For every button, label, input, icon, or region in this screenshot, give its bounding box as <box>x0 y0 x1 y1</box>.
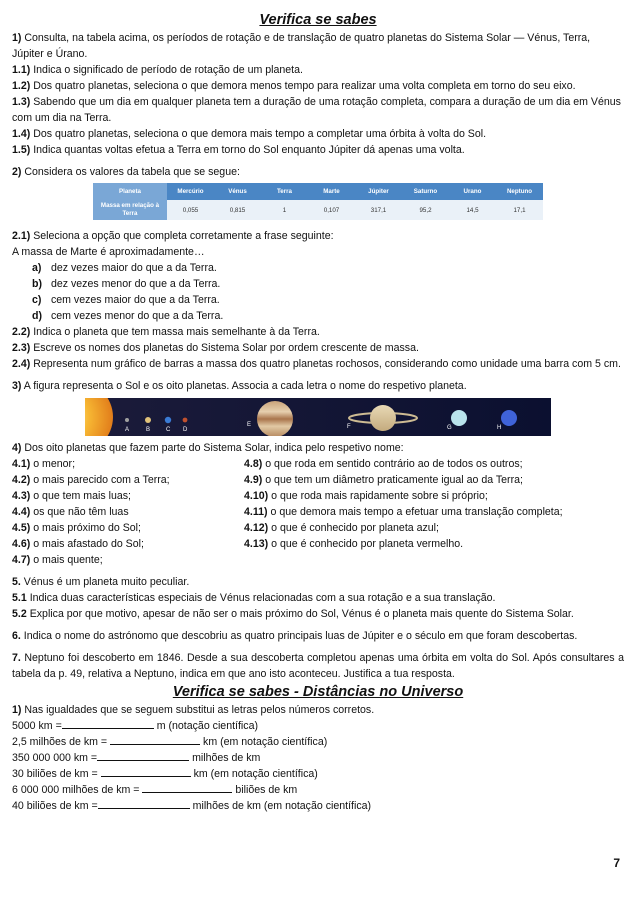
question-number: 1) <box>12 32 22 44</box>
table-header-cell: Neptuno <box>496 183 543 200</box>
item-text: Indica quantas voltas efetua a Terra em torno do Sol enquanto Júpiter dá apenas uma volta. <box>33 144 465 156</box>
equality-right: milhões de km (em notação científica) <box>192 800 372 812</box>
question-number: 2) <box>12 166 22 178</box>
item-text: o que é conhecido por planeta azul; <box>271 522 439 534</box>
option-text: dez vezes menor do que a da Terra. <box>50 278 221 290</box>
table-header-row <box>93 183 543 200</box>
item-number: 2.1) <box>12 230 31 242</box>
planet-c-shape <box>165 417 171 423</box>
table-header-cell: Planeta <box>93 183 167 200</box>
item-number: 2.3) <box>12 342 31 354</box>
item-text: o mais próximo do Sol; <box>33 522 141 534</box>
table-header-cell: Urano <box>449 183 496 200</box>
question-number: 1) <box>12 704 22 716</box>
distances-question <box>12 702 624 718</box>
question-number: 5. <box>12 576 21 588</box>
equality-left: 2,5 milhões de km = <box>12 736 108 748</box>
question-1-1 <box>12 62 624 78</box>
equality-line <box>12 766 624 782</box>
table-cell: 0,055 <box>167 200 214 220</box>
item-text: Indica o planeta que tem massa mais semelhante à da Terra. <box>33 326 320 338</box>
answer-blank[interactable] <box>62 718 154 729</box>
table-row-label: Massa em relação à Terra <box>93 200 167 220</box>
item-text: o que é conhecido por planeta vermelho. <box>271 538 464 550</box>
item-number: 1.2) <box>12 80 31 92</box>
item-number: 2.2) <box>12 326 31 338</box>
item-number: 1.1) <box>12 64 31 76</box>
item-text: Escreve os nomes dos planetas do Sistema Solar por ordem crescente de massa. <box>33 342 419 354</box>
table-row <box>93 200 543 220</box>
item-number: 4.6) <box>12 538 31 550</box>
item-number: 4.1) <box>12 458 31 470</box>
option-b <box>32 276 624 292</box>
question-6 <box>12 628 624 644</box>
item-number: 4.8) <box>244 458 263 470</box>
equality-line <box>12 750 624 766</box>
question-2-1 <box>12 228 624 244</box>
question-number: 7. <box>12 652 21 664</box>
item-text: o que tem um diâmetro praticamente igual ao da Terra; <box>265 474 523 486</box>
item-number: 4.13) <box>244 538 269 550</box>
question-4-7 <box>12 552 244 568</box>
table-header-cell: Marte <box>308 183 355 200</box>
planet-d-shape <box>183 418 188 423</box>
section-title: Verifica se sabes - Distâncias no Universo <box>172 684 464 700</box>
answer-blank[interactable] <box>97 750 189 761</box>
option-text: cem vezes menor do que a da Terra. <box>50 310 224 322</box>
page-number: 7 <box>613 856 620 870</box>
question-4-11 <box>244 504 624 520</box>
planet-label: B <box>146 427 151 433</box>
equality-line <box>12 734 624 750</box>
option-c <box>32 292 624 308</box>
space-background <box>85 398 551 436</box>
planet-a-shape <box>125 418 129 422</box>
item-text: o mais parecido com a Terra; <box>33 474 170 486</box>
table-cell: 0,107 <box>308 200 355 220</box>
answer-blank[interactable] <box>101 766 191 777</box>
equality-right: milhões de km <box>192 752 261 764</box>
item-number: 5.2 <box>12 608 27 620</box>
question-4-12 <box>244 520 624 536</box>
equality-right: biliões de km <box>235 784 298 796</box>
options-list <box>12 260 624 324</box>
item-text: Seleciona a opção que completa corretamente a frase seguinte: <box>33 230 334 242</box>
option-d <box>32 308 624 324</box>
equality-right: m (notação científica) <box>156 720 258 732</box>
option-letter: d) <box>32 310 42 322</box>
question-1 <box>12 30 624 62</box>
item-number: 4.10) <box>244 490 269 502</box>
question-text: Dos oito planetas que fazem parte do Sistema Solar, indica pelo respetivo nome: <box>24 442 404 454</box>
question-4-10 <box>244 488 624 504</box>
question-4 <box>12 440 624 456</box>
question-2-3 <box>12 340 624 356</box>
equality-left: 40 biliões de km = <box>12 800 98 812</box>
equality-left: 5000 km = <box>12 720 62 732</box>
item-text: o que roda mais rapidamente sobre si próprio; <box>271 490 488 502</box>
option-text: dez vezes maior do que a da Terra. <box>50 262 217 274</box>
item-number: 4.7) <box>12 554 31 566</box>
planet-label: F <box>347 424 351 430</box>
question-2-4 <box>12 356 624 372</box>
item-text: o menor; <box>33 458 76 470</box>
item-number: 1.3) <box>12 96 31 108</box>
question-1-2 <box>12 78 624 94</box>
option-letter: c) <box>32 294 42 306</box>
question-4-1 <box>12 456 244 472</box>
option-letter: a) <box>32 262 42 274</box>
item-text: o mais afastado do Sol; <box>33 538 144 550</box>
table-header-cell: Terra <box>261 183 308 200</box>
question-4-13 <box>244 536 624 552</box>
question-text: Nas igualdades que se seguem substitui as letras pelos números corretos. <box>24 704 375 716</box>
item-number: 4.11) <box>244 506 268 518</box>
planet-label: A <box>125 427 130 433</box>
question-4-right-column <box>244 456 624 568</box>
item-text: o que tem mais luas; <box>33 490 131 502</box>
page-title: Verifica se sabes <box>259 12 377 28</box>
item-number: 5.1 <box>12 592 27 604</box>
item-number: 4.4) <box>12 506 31 518</box>
table-header-cell: Júpiter <box>355 183 402 200</box>
planet-mass-table <box>93 183 543 220</box>
question-2 <box>12 164 624 180</box>
mass-table-wrapper <box>12 183 624 220</box>
answer-blank[interactable] <box>142 782 232 793</box>
question-3 <box>12 378 624 394</box>
answer-blank[interactable] <box>110 734 200 745</box>
item-text: Dos quatro planetas, seleciona o que demora mais tempo a completar uma órbita à volta do Sol. <box>33 128 487 140</box>
item-text: Explica por que motivo, apesar de não ser o mais próximo do Sol, Vénus é o planeta mais quente do Sistema Solar. <box>29 608 574 620</box>
item-number: 1.4) <box>12 128 31 140</box>
planet-b-shape <box>145 417 151 423</box>
equality-right: km (em notação científica) <box>193 768 318 780</box>
question-5-2 <box>12 606 624 622</box>
item-number: 4.9) <box>244 474 263 486</box>
question-5-1 <box>12 590 624 606</box>
item-text: Representa num gráfico de barras a massa dos quatro planetas rochosos, considerando como unidade uma barra com 5 cm. <box>33 358 621 370</box>
item-number: 4.12) <box>244 522 269 534</box>
question-4-left-column <box>12 456 244 568</box>
question-number: 4) <box>12 442 22 454</box>
item-text: o que roda em sentido contrário ao de todos os outros; <box>265 458 523 470</box>
question-text: Consulta, na tabela acima, os períodos de rotação e de translação de quatro planetas do Sistema Solar — Vénus, Terra, Júpiter e Úrano. <box>12 32 591 60</box>
solar-system-figure <box>85 398 551 436</box>
question-1-3 <box>12 94 624 126</box>
table-cell: 17,1 <box>496 200 543 220</box>
option-a <box>32 260 624 276</box>
equality-right: km (em notação científica) <box>203 736 328 748</box>
question-text: Neptuno foi descoberto em 1846. Desde a sua descoberta completou apenas uma órbita em volta do Sol. Após consultares a tabela da p. 49, relativa a Neptuno, indica em que ano isto aconteceu. Justifica a tua resposta. <box>12 652 624 680</box>
answer-blank[interactable] <box>98 798 190 809</box>
question-4-3 <box>12 488 244 504</box>
table-header-cell: Saturno <box>402 183 449 200</box>
table-header-cell: Vénus <box>214 183 261 200</box>
equality-left: 30 biliões de km = <box>12 768 98 780</box>
table-cell: 317,1 <box>355 200 402 220</box>
planet-label: H <box>497 425 502 431</box>
planet-label: E <box>247 422 252 428</box>
question-4-4 <box>12 504 244 520</box>
question-5 <box>12 574 624 590</box>
item-number: 2.4) <box>12 358 31 370</box>
question-4-9 <box>244 472 624 488</box>
question-number: 6. <box>12 630 21 642</box>
item-text: Sabendo que um dia em qualquer planeta tem a duração de uma rotação completa, compara a duração de um dia em Vénus com um dia na Terra. <box>12 96 621 124</box>
question-text: Indica o nome do astrónomo que descobriu as quatro principais luas de Júpiter e o século em que foram descobertas. <box>23 630 578 642</box>
table-cell: 0,815 <box>214 200 261 220</box>
question-number: 3) <box>12 380 22 392</box>
planet-f-shape <box>370 405 396 431</box>
question-4-5 <box>12 520 244 536</box>
question-text: Vénus é um planeta muito peculiar. <box>23 576 190 588</box>
question-stem: A massa de Marte é aproximadamente… <box>12 246 205 258</box>
question-text: Considera os valores da tabela que se segue: <box>24 166 240 178</box>
item-text: os que não têm luas <box>33 506 129 518</box>
question-4-8 <box>244 456 624 472</box>
planet-label: C <box>166 427 171 433</box>
item-number: 4.3) <box>12 490 31 502</box>
table-cell: 1 <box>261 200 308 220</box>
planet-label: G <box>447 425 452 431</box>
question-4-6 <box>12 536 244 552</box>
item-number: 4.5) <box>12 522 31 534</box>
question-1-5 <box>12 142 624 158</box>
equality-left: 6 000 000 milhões de km = <box>12 784 140 796</box>
question-4-columns <box>12 456 624 568</box>
item-number: 4.2) <box>12 474 31 486</box>
sun-shape <box>85 398 113 436</box>
planet-label: D <box>183 427 188 433</box>
planet-e-shape <box>257 401 293 436</box>
equality-line <box>12 718 624 734</box>
item-text: Indica duas características especiais de Vénus relacionadas com a sua rotação e a sua translação. <box>29 592 496 604</box>
item-text: o que demora mais tempo a efetuar uma translação completa; <box>270 506 563 518</box>
question-2-2 <box>12 324 624 340</box>
question-7 <box>12 650 624 682</box>
table-header-cell: Mercúrio <box>167 183 214 200</box>
equality-line <box>12 798 624 814</box>
planet-h-shape <box>501 410 517 426</box>
equality-line <box>12 782 624 798</box>
equality-left: 350 000 000 km = <box>12 752 98 764</box>
item-text: o mais quente; <box>33 554 103 566</box>
table-cell: 95,2 <box>402 200 449 220</box>
item-number: 1.5) <box>12 144 31 156</box>
planet-g-shape <box>451 410 467 426</box>
table-cell: 14,5 <box>449 200 496 220</box>
item-text: Dos quatro planetas, seleciona o que demora menos tempo para realizar uma volta completa em torno do seu eixo. <box>33 80 576 92</box>
question-text: A figura representa o Sol e os oito planetas. Associa a cada letra o nome do respetivo planeta. <box>23 380 467 392</box>
question-1-4 <box>12 126 624 142</box>
option-letter: b) <box>32 278 42 290</box>
item-text: Indica o significado de período de rotação de um planeta. <box>33 64 303 76</box>
solar-system-figure-wrapper <box>12 398 624 436</box>
question-4-2 <box>12 472 244 488</box>
option-text: cem vezes maior do que a da Terra. <box>50 294 220 306</box>
